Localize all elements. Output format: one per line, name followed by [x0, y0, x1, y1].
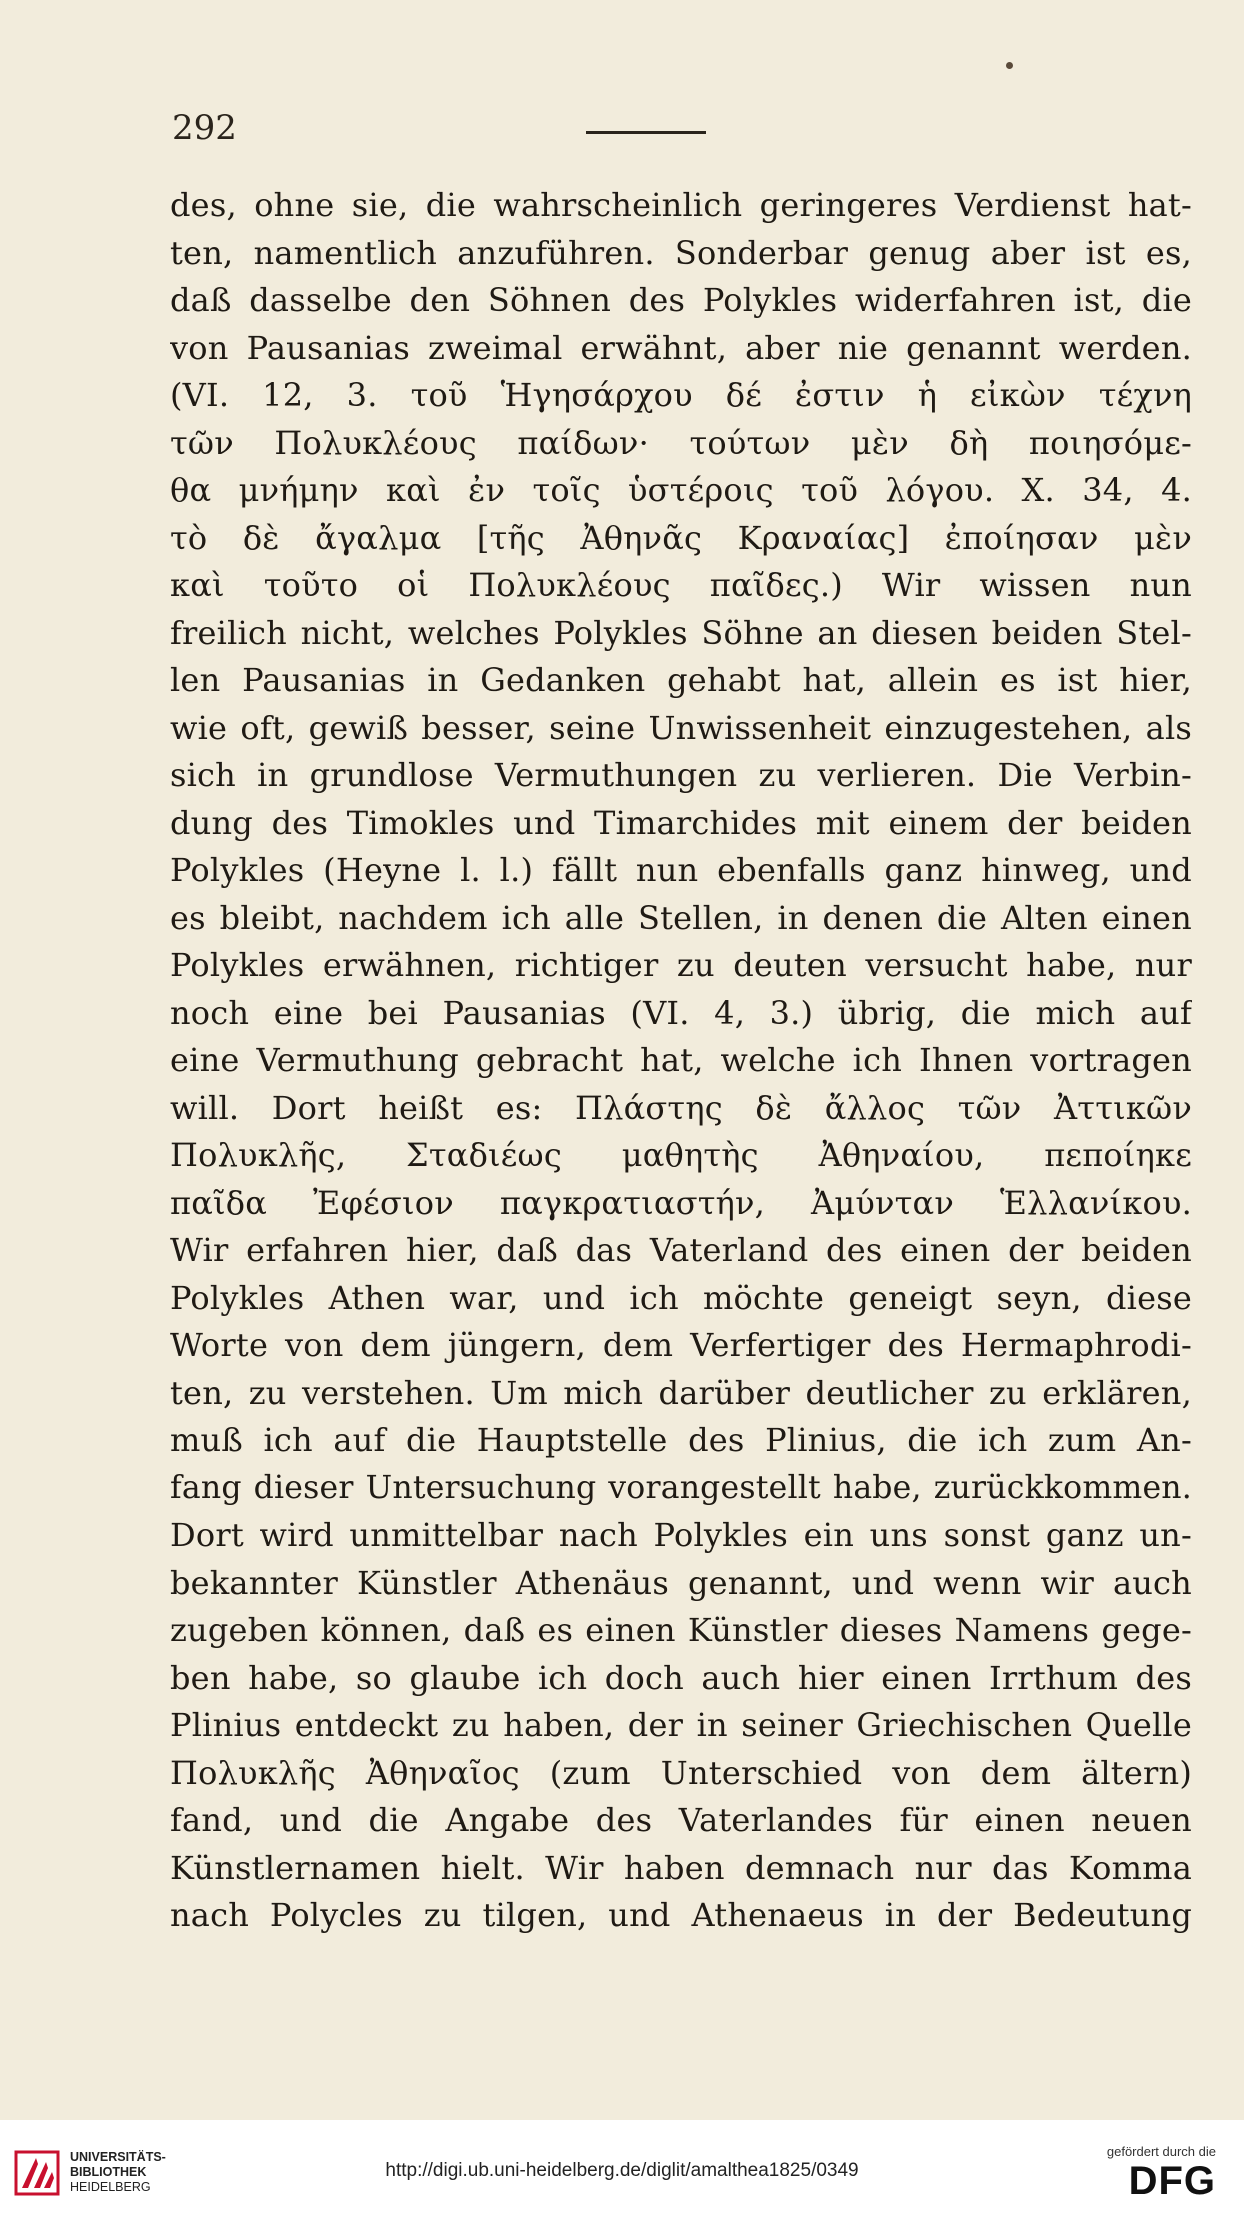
footer-bar	[0, 2120, 1244, 2220]
funding-note	[1107, 2144, 1216, 2203]
text-line: es bleibt, nachdem ich alle Stellen, in denen die Alten einen	[170, 898, 1192, 937]
text-line: ben habe, so glaube ich doch auch hier einen Irrthum des	[170, 1658, 1192, 1697]
text-line: ten, zu verstehen. Um mich darüber deutlicher zu erklären,	[170, 1373, 1192, 1412]
text-line: Künstlernamen hielt. Wir haben demnach nur das Komma	[170, 1848, 1192, 1887]
library-name-line: BIBLIOTHEK	[70, 2165, 147, 2179]
text-line: von Pausanias zweimal erwähnt, aber nie genannt werden.	[170, 328, 1192, 367]
text-line: fand, und die Angabe des Vaterlandes für einen neuen	[170, 1801, 1192, 1839]
source-url-link[interactable]: http://digi.ub.uni-heidelberg.de/diglit/amalthea1825/0349	[385, 2160, 859, 2181]
text-line: dung des Timokles und Timarchides mit einem der beiden	[170, 803, 1192, 842]
text-line: Polykles (Heyne l. l.) fällt nun ebenfalls ganz hinweg, und	[170, 851, 1192, 889]
text-line: freilich nicht, welches Polykles Söhne an diesen beiden Stel-	[170, 613, 1192, 652]
text-line: will. Dort heißt es: Πλάστης δὲ ἄλλος τῶν Ἀττικῶν	[170, 1088, 1192, 1127]
text-line: eine Vermuthung gebracht hat, welche ich Ihnen vortragen	[170, 1041, 1192, 1079]
funding-label: gefördert durch die	[1106, 2144, 1216, 2159]
text-line: Wir erfahren hier, daß das Vaterland des einen der beiden	[170, 1231, 1192, 1269]
text-line: daß dasselbe den Söhnen des Polykles widerfahren ist, die	[170, 281, 1192, 319]
text-line: bekannter Künstler Athenäus genannt, und wenn wir auch	[170, 1563, 1192, 1602]
body-text	[170, 182, 1192, 1940]
text-line: Polykles Athen war, und ich möchte geneigt seyn, diese	[170, 1278, 1192, 1317]
text-line: Πολυκλῆς Ἀθηναῖος (zum Unterschied von dem ältern)	[170, 1753, 1192, 1792]
text-line: Plinius entdeckt zu haben, der in seiner Griechischen Quelle	[170, 1706, 1192, 1744]
text-line: ten, namentlich anzuführen. Sonderbar genug aber ist es,	[170, 233, 1192, 272]
library-name-line: HEIDELBERG	[70, 2180, 151, 2194]
text-line: τὸ δὲ ἄγαλμα [τῆς Ἀθηνᾶς Κραναίας] ἐποίησαν μὲν	[170, 518, 1192, 557]
text-line: Polykles erwähnen, richtiger zu deuten versucht habe, nur	[170, 946, 1192, 984]
library-name	[70, 2150, 166, 2195]
text-line: noch eine bei Pausanias (VI. 4, 3.) übrig, die mich auf	[170, 993, 1192, 1032]
text-line: muß ich auf die Hauptstelle des Plinius, die ich zum An-	[170, 1421, 1192, 1459]
text-line: παῖδα Ἐφέσιον παγκρατιαστήν, Ἀμύνταν Ἑλλανίκου.	[170, 1183, 1192, 1222]
text-line: Πολυκλῆς, Σταδιέως μαθητὴς Ἀθηναίου, πεποίηκε	[170, 1136, 1192, 1174]
text-line: fang dieser Untersuchung vorangestellt habe, zurückkommen.	[170, 1469, 1192, 1506]
text-line: wie oft, gewiß besser, seine Unwissenheit einzugestehen, als	[170, 708, 1192, 747]
dfg-logo: DFG	[1128, 2159, 1216, 2203]
ub-heidelberg-logo-icon	[14, 2150, 60, 2196]
library-name-line: UNIVERSITÄTS-	[70, 2150, 166, 2164]
text-line: καὶ τοῦτο οἱ Πολυκλέους παῖδες.) Wir wissen nun	[170, 566, 1192, 604]
text-line: Dort wird unmittelbar nach Polykles ein uns sonst ganz un-	[170, 1516, 1192, 1554]
page-number: 292	[172, 108, 237, 148]
text-line: sich in grundlose Vermuthungen zu verlieren. Die Verbin-	[170, 756, 1192, 794]
text-line: Worte von dem jüngern, dem Verfertiger des Hermaphrodi-	[170, 1326, 1192, 1364]
text-line: θα μνήμην καὶ ἐν τοῖς ὑστέροις τοῦ λόγου. X. 34, 4.	[170, 471, 1192, 509]
text-line: len Pausanias in Gedanken gehabt hat, allein es ist hier,	[170, 661, 1192, 699]
ink-speck	[1006, 62, 1013, 69]
text-line: nach Polycles zu tilgen, und Athenaeus in der Bedeutung	[170, 1896, 1192, 1934]
header-rule	[586, 131, 706, 134]
text-line: des, ohne sie, die wahrscheinlich geringeres Verdienst hat-	[170, 186, 1192, 224]
text-line: τῶν Πολυκλέους παίδων· τούτων μὲν δὴ ποιησόμε-	[170, 423, 1192, 462]
text-line: (VI. 12, 3. τοῦ Ἡγησάρχου δέ ἐστιν ἡ εἰκὼν τέχνη	[170, 376, 1192, 414]
text-line: zugeben können, daß es einen Künstler dieses Namens gege-	[170, 1611, 1192, 1649]
